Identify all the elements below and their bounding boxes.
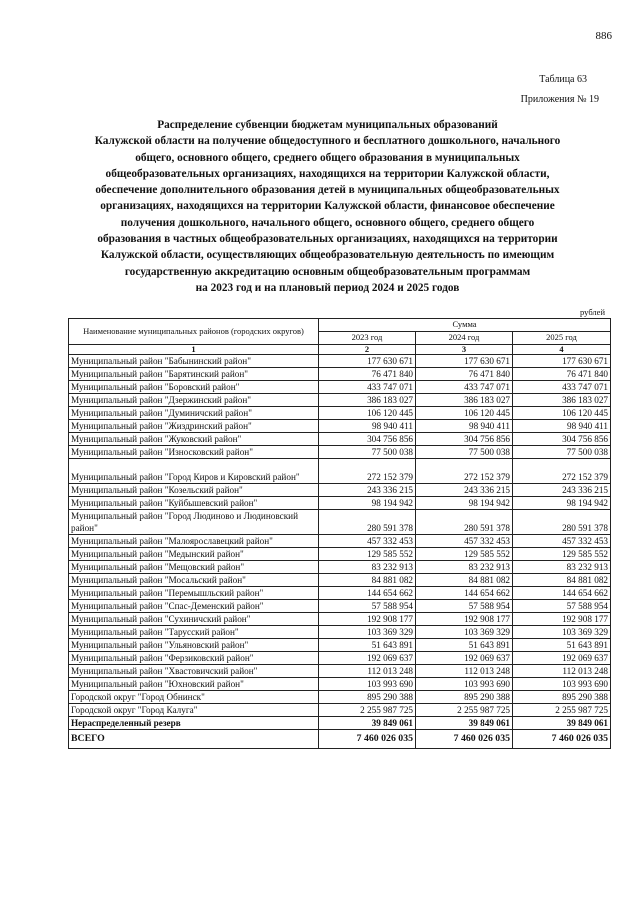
table-row: [69, 639, 611, 652]
amount-2024: 98 194 942: [416, 497, 513, 510]
amount-2025: 129 585 552: [513, 548, 611, 561]
amount-2024: 84 881 082: [416, 574, 513, 587]
amount-2023: 192 069 637: [319, 652, 416, 665]
amount-2023: 280 591 378: [319, 510, 416, 535]
amount-2024: 177 630 671: [416, 355, 513, 368]
amount-2024: 76 471 840: [416, 368, 513, 381]
amount-2024: 51 643 891: [416, 639, 513, 652]
district-name: Муниципальный район "Ульяновский район": [69, 639, 319, 652]
amount-2023: 84 881 082: [319, 574, 416, 587]
table-row: [69, 535, 611, 548]
amount-2024: 57 588 954: [416, 600, 513, 613]
amount-2025: 2 255 987 725: [513, 704, 611, 717]
table-row: [69, 355, 611, 368]
amount-2023: 98 940 411: [319, 420, 416, 433]
amount-2023: 83 232 913: [319, 561, 416, 574]
amount-2023: 106 120 445: [319, 407, 416, 420]
title-line: общего, основного общего, среднего общего образования в муниципальных: [135, 151, 520, 164]
amount-2024: 2 255 987 725: [416, 704, 513, 717]
table-row: [69, 561, 611, 574]
amount-2024: 386 183 027: [416, 394, 513, 407]
amount-2025: 84 881 082: [513, 574, 611, 587]
header-year-2023: 2023 год: [319, 332, 416, 345]
amount-2023: 243 336 215: [319, 484, 416, 497]
amount-2023: 57 588 954: [319, 600, 416, 613]
amount-2025: 112 013 248: [513, 665, 611, 678]
title-line: общеобразовательных организациях, находящихся на территории Калужской области,: [105, 167, 550, 180]
district-name: Муниципальный район "Козельский район": [69, 484, 319, 497]
total-2025: 7 460 026 035: [513, 730, 611, 749]
district-name: Муниципальный район "Жиздринский район": [69, 420, 319, 433]
amount-2025: 98 940 411: [513, 420, 611, 433]
amount-2025: 106 120 445: [513, 407, 611, 420]
table-row: [69, 717, 611, 730]
column-index: 2: [319, 345, 416, 355]
district-name: Муниципальный район "Хвастовичский район": [69, 665, 319, 678]
district-name: Нераспределенный резерв: [69, 717, 319, 730]
amount-2024: 144 654 662: [416, 587, 513, 600]
header-year-2024: 2024 год: [416, 332, 513, 345]
amount-2024: 39 849 061: [416, 717, 513, 730]
amount-2024: 457 332 453: [416, 535, 513, 548]
amount-2023: 51 643 891: [319, 639, 416, 652]
amount-2025: 895 290 388: [513, 691, 611, 704]
district-name: Муниципальный район "Боровский район": [69, 381, 319, 394]
district-name: Муниципальный район "Город Киров и Кировский район": [69, 459, 319, 484]
amount-2024: 98 940 411: [416, 420, 513, 433]
title-line: образования в частных общеобразовательных организациях, находящихся на территории: [97, 233, 558, 246]
amount-2025: 39 849 061: [513, 717, 611, 730]
title-line: Распределение субвенции бюджетам муниципальных образований: [157, 119, 498, 131]
amount-2025: 304 756 856: [513, 433, 611, 446]
table-row: [69, 368, 611, 381]
amount-2023: 129 585 552: [319, 548, 416, 561]
district-name: Муниципальный район "Износковский район": [69, 446, 319, 459]
amount-2025: 433 747 071: [513, 381, 611, 394]
amount-2025: 103 993 690: [513, 678, 611, 691]
amount-2023: 192 908 177: [319, 613, 416, 626]
title-line: Калужской области на получение общедоступного и бесплатного дошкольного, начального: [94, 135, 561, 148]
table-row: [69, 459, 611, 484]
title-line: на 2023 год и на плановый период 2024 и 2025 годов: [195, 281, 460, 294]
total-2023: 7 460 026 035: [319, 730, 416, 749]
district-name: Муниципальный район "Думиничский район": [69, 407, 319, 420]
table-row: [69, 574, 611, 587]
amount-2025: 177 630 671: [513, 355, 611, 368]
table-label: Таблица 63: [539, 74, 587, 85]
table-row: [69, 446, 611, 459]
amount-2023: 2 255 987 725: [319, 704, 416, 717]
table-row: [69, 510, 611, 535]
district-name: Муниципальный район "Сухиничский район": [69, 613, 319, 626]
amount-2025: 272 152 379: [513, 459, 611, 484]
header-year-2025: 2025 год: [513, 332, 611, 345]
table-row: [69, 626, 611, 639]
amount-2024: 433 747 071: [416, 381, 513, 394]
table-row: [69, 497, 611, 510]
amount-2024: 272 152 379: [416, 459, 513, 484]
district-name: Муниципальный район "Бабынинский район": [69, 355, 319, 368]
table-row: [69, 587, 611, 600]
amount-2023: 386 183 027: [319, 394, 416, 407]
amount-2024: 192 069 637: [416, 652, 513, 665]
units-label: рублей: [580, 307, 605, 317]
amount-2024: 243 336 215: [416, 484, 513, 497]
table-row: [69, 394, 611, 407]
district-name: Муниципальный район "Мосальский район": [69, 574, 319, 587]
amount-2023: 272 152 379: [319, 459, 416, 484]
header-name-column: Наименование муниципальных районов (городских округов): [69, 319, 319, 345]
table-row: [69, 548, 611, 561]
amount-2023: 103 369 329: [319, 626, 416, 639]
amount-2023: 103 993 690: [319, 678, 416, 691]
table-row: [69, 433, 611, 446]
amount-2025: 144 654 662: [513, 587, 611, 600]
amount-2024: 112 013 248: [416, 665, 513, 678]
amount-2025: 192 908 177: [513, 613, 611, 626]
title-line: государственную аккредитацию основным общеобразовательным программам: [124, 265, 531, 278]
amount-2025: 51 643 891: [513, 639, 611, 652]
district-name: Муниципальный район "Спас-Деменский район": [69, 600, 319, 613]
amount-2023: 77 500 038: [319, 446, 416, 459]
amount-2025: 280 591 378: [513, 510, 611, 535]
amount-2023: 433 747 071: [319, 381, 416, 394]
table-row: [69, 691, 611, 704]
title-line: организациях, находящихся на территории Калужской области, финансовое обеспечение: [100, 200, 555, 213]
amount-2024: 106 120 445: [416, 407, 513, 420]
amount-2025: 386 183 027: [513, 394, 611, 407]
amount-2025: 98 194 942: [513, 497, 611, 510]
table-row: [69, 652, 611, 665]
column-index: 1: [69, 345, 319, 355]
title-line: Калужской области, осуществляющих общеобразовательную деятельность по имеющим: [100, 249, 555, 262]
subvention-table: [68, 318, 611, 749]
table-row: [69, 678, 611, 691]
district-name: Муниципальный район "Медынский район": [69, 548, 319, 561]
district-name: Муниципальный район "Жуковский район": [69, 433, 319, 446]
column-index: 4: [513, 345, 611, 355]
total-label: ВСЕГО: [69, 730, 319, 749]
amount-2024: 304 756 856: [416, 433, 513, 446]
district-name: Городской округ "Город Калуга": [69, 704, 319, 717]
district-name: Муниципальный район "Город Людиново и Людиновский район": [69, 510, 319, 535]
amount-2025: 103 369 329: [513, 626, 611, 639]
table-row: [69, 600, 611, 613]
amount-2023: 112 013 248: [319, 665, 416, 678]
amount-2025: 83 232 913: [513, 561, 611, 574]
table-row: [69, 484, 611, 497]
district-name: Муниципальный район "Перемышльский район": [69, 587, 319, 600]
total-2024: 7 460 026 035: [416, 730, 513, 749]
amount-2024: 895 290 388: [416, 691, 513, 704]
title-line: получения дошкольного, начального общего, основного общего, среднего общего: [120, 216, 535, 229]
total-row: [69, 730, 611, 749]
amount-2025: 57 588 954: [513, 600, 611, 613]
amount-2024: 77 500 038: [416, 446, 513, 459]
amount-2023: 457 332 453: [319, 535, 416, 548]
amount-2023: 76 471 840: [319, 368, 416, 381]
amount-2024: 103 993 690: [416, 678, 513, 691]
table-row: [69, 613, 611, 626]
amount-2023: 895 290 388: [319, 691, 416, 704]
table-row: [69, 420, 611, 433]
amount-2025: 243 336 215: [513, 484, 611, 497]
table-row: [69, 381, 611, 394]
district-name: Городской округ "Город Обнинск": [69, 691, 319, 704]
district-name: Муниципальный район "Юхновский район": [69, 678, 319, 691]
district-name: Муниципальный район "Куйбышевский район": [69, 497, 319, 510]
header-sum: Сумма: [319, 319, 611, 332]
amount-2025: 77 500 038: [513, 446, 611, 459]
amount-2023: 144 654 662: [319, 587, 416, 600]
amount-2025: 457 332 453: [513, 535, 611, 548]
district-name: Муниципальный район "Тарусский район": [69, 626, 319, 639]
amount-2024: 129 585 552: [416, 548, 513, 561]
document-title: [60, 117, 595, 296]
amount-2025: 76 471 840: [513, 368, 611, 381]
amount-2025: 192 069 637: [513, 652, 611, 665]
table-row: [69, 407, 611, 420]
column-index: 3: [416, 345, 513, 355]
table-row: [69, 665, 611, 678]
amount-2023: 98 194 942: [319, 497, 416, 510]
amount-2023: 304 756 856: [319, 433, 416, 446]
amount-2023: 39 849 061: [319, 717, 416, 730]
district-name: Муниципальный район "Дзержинский район": [69, 394, 319, 407]
district-name: Муниципальный район "Ферзиковский район": [69, 652, 319, 665]
district-name: Муниципальный район "Мещовский район": [69, 561, 319, 574]
amount-2024: 280 591 378: [416, 510, 513, 535]
table-body: [69, 355, 611, 730]
district-name: Муниципальный район "Барятинский район": [69, 368, 319, 381]
amount-2024: 83 232 913: [416, 561, 513, 574]
title-line: обеспечение дополнительного образования детей в муниципальных общеобразовательных: [95, 184, 560, 197]
table-row: [69, 704, 611, 717]
amount-2024: 103 369 329: [416, 626, 513, 639]
page-number: 886: [595, 30, 612, 42]
appendix-label: Приложения № 19: [520, 94, 599, 105]
district-name: Муниципальный район "Малоярославецкий район": [69, 535, 319, 548]
amount-2023: 177 630 671: [319, 355, 416, 368]
amount-2024: 192 908 177: [416, 613, 513, 626]
